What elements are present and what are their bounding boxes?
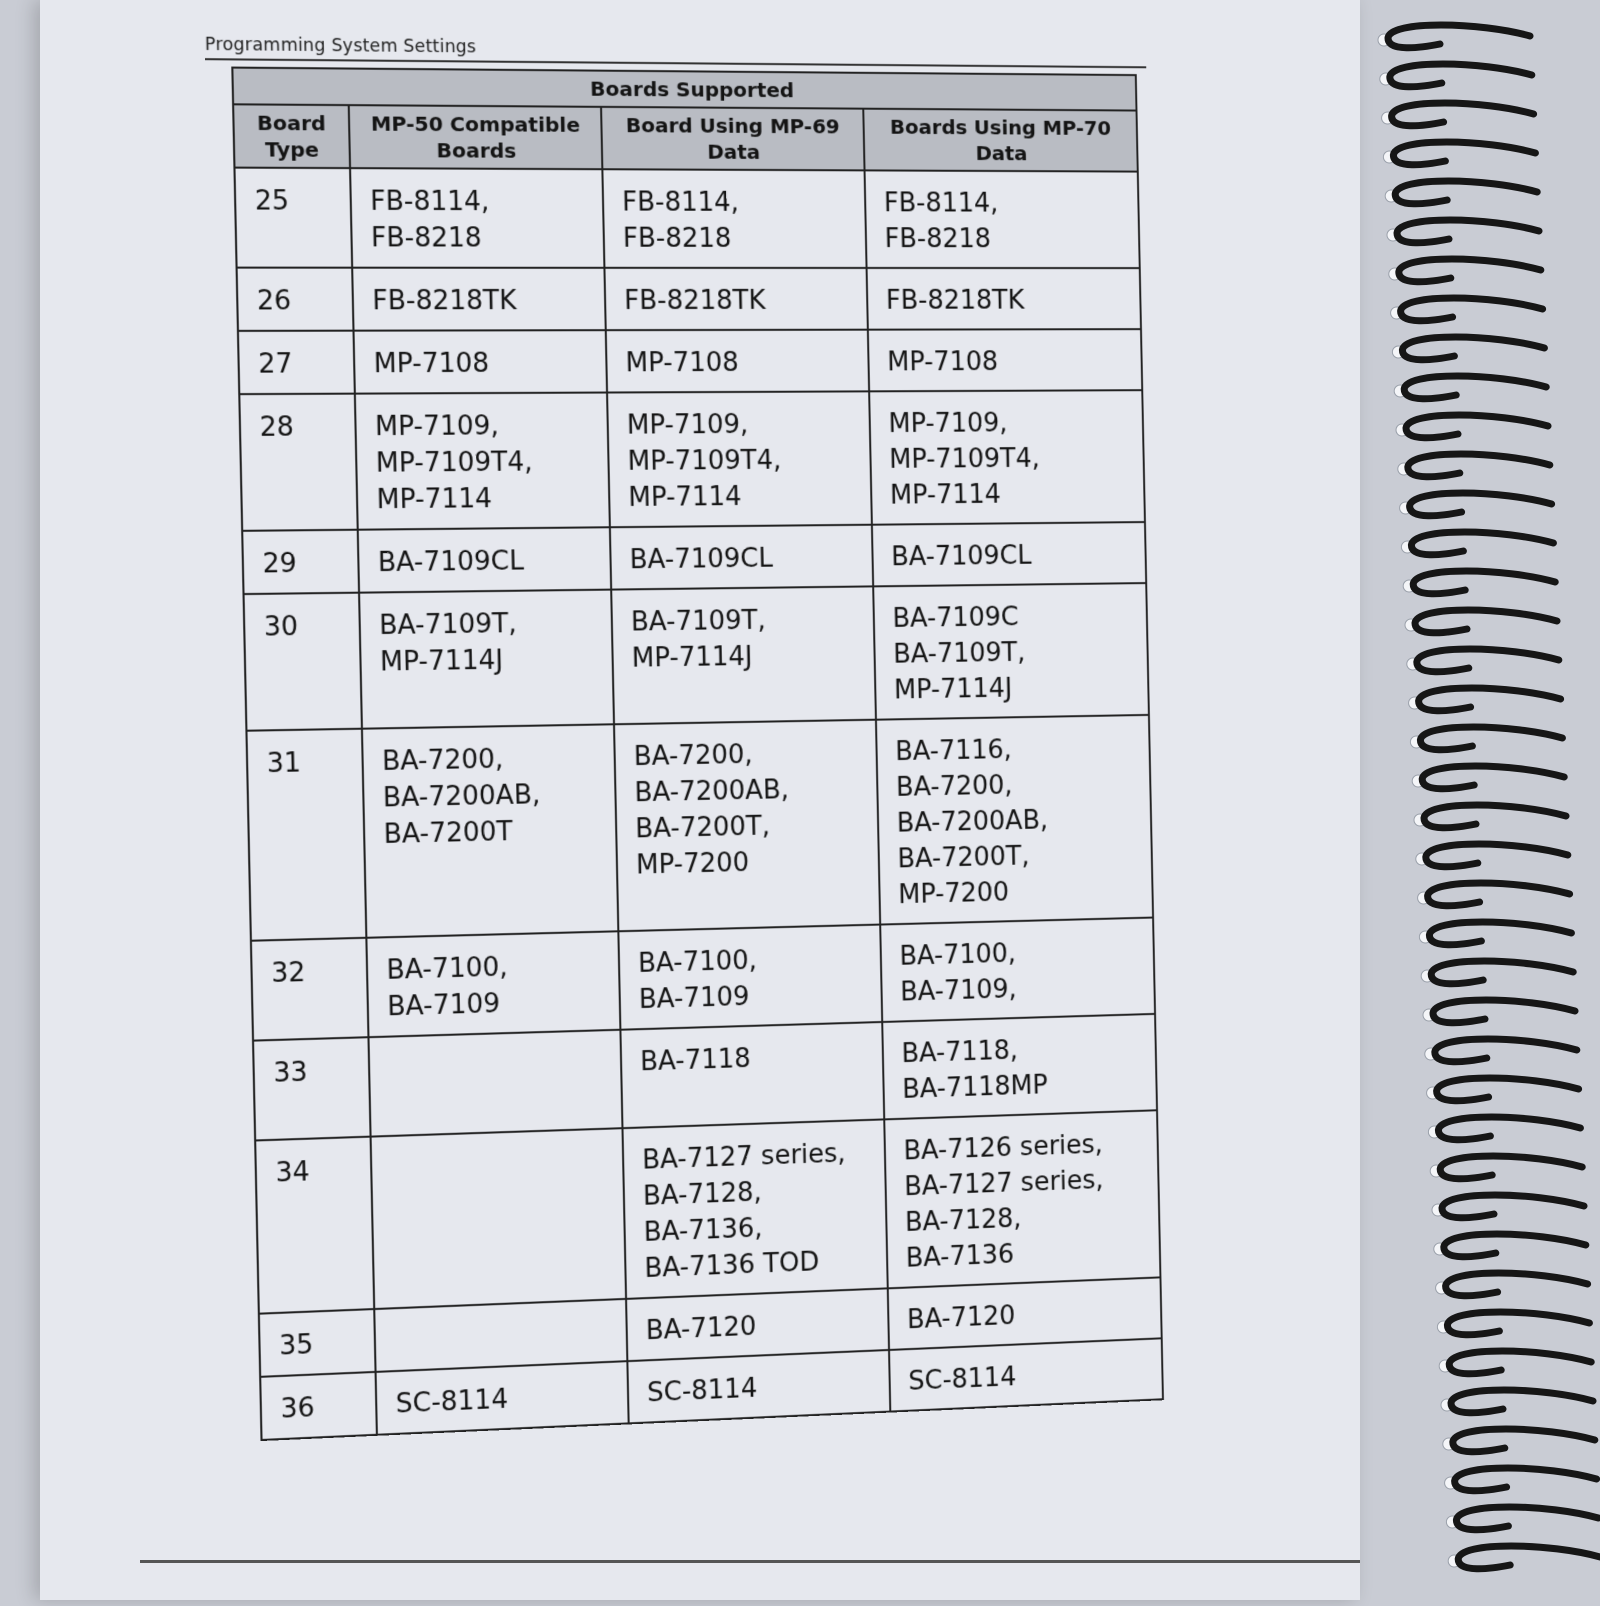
- spiral-binding: [1360, 0, 1600, 1600]
- board-model: FB-8218TK: [623, 285, 766, 317]
- spiral-coil: [1438, 1117, 1580, 1140]
- board-model: BA-7100,: [386, 952, 509, 986]
- board-type-cell: 25: [234, 168, 352, 268]
- col-header-mp70: Boards Using MP-70 Data: [863, 109, 1137, 172]
- board-model: BA-7128,: [642, 1177, 763, 1212]
- board-model: BA-7109C: [892, 602, 1019, 634]
- board-model: SC-8114: [395, 1384, 509, 1420]
- mp69-cell: [602, 169, 866, 268]
- mp70-cell: [889, 1338, 1163, 1411]
- table-row: [246, 715, 1153, 941]
- board-model: FB-8114,: [883, 188, 999, 219]
- board-model: MP-7109T4,: [627, 445, 782, 477]
- board-model: MP-7200: [897, 877, 1010, 911]
- board-type-cell: 29: [242, 530, 359, 594]
- board-model: BA-7109CL: [890, 540, 1032, 573]
- spiral-coil: [1433, 1000, 1575, 1023]
- spiral-coil: [1390, 64, 1532, 87]
- group-header: Boards Supported: [232, 68, 1136, 111]
- spiral-coil: [1413, 571, 1555, 594]
- mp50-cell: [350, 168, 604, 268]
- spiral-coil: [1449, 1351, 1591, 1374]
- mp50-cell: [355, 393, 610, 530]
- board-model: BA-7109: [638, 981, 750, 1016]
- board-model: BA-7200T: [383, 816, 513, 851]
- table-row: [239, 390, 1145, 531]
- spiral-coil: [1453, 1429, 1595, 1452]
- board-model: BA-7109CL: [377, 546, 525, 579]
- col-header-board-type: Board Type: [233, 104, 350, 168]
- spiral-coil: [1440, 1156, 1582, 1179]
- spiral-coil: [1395, 181, 1537, 204]
- mp50-cell: [368, 1030, 622, 1137]
- board-model: MP-7109,: [888, 408, 1008, 440]
- spiral-coil: [1426, 844, 1568, 867]
- spiral-coil: [1393, 142, 1535, 165]
- spiral-coil: [1435, 1039, 1577, 1062]
- board-model: FB-8218: [370, 223, 483, 254]
- running-head: Programming System Settings: [205, 35, 1147, 69]
- board-model: FB-8218: [622, 223, 732, 254]
- spiral-coil: [1417, 649, 1559, 672]
- mp70-cell: [884, 1110, 1160, 1288]
- board-model: FB-8218TK: [372, 285, 517, 317]
- col-header-mp69: Board Using MP-69 Data: [601, 107, 864, 171]
- board-model: BA-7109,: [900, 974, 1018, 1008]
- table-row: [242, 522, 1146, 594]
- board-model: FB-8114,: [621, 187, 740, 218]
- board-model: MP-7114: [628, 481, 742, 514]
- board-type-cell: 30: [244, 593, 362, 731]
- mp70-cell: [882, 1014, 1157, 1119]
- board-model: BA-7200AB,: [896, 805, 1049, 839]
- spiral-coil: [1447, 1312, 1589, 1335]
- board-type-cell: 32: [251, 938, 369, 1041]
- mp69-cell: [620, 1022, 884, 1128]
- board-model: MP-7108: [373, 348, 490, 380]
- table-row: [237, 268, 1141, 331]
- spiral-coils: [1378, 25, 1600, 1569]
- board-type-cell: 28: [239, 394, 357, 531]
- spiral-coil: [1437, 1078, 1579, 1101]
- board-type-cell: 26: [237, 268, 354, 331]
- spiral-coil: [1446, 1273, 1588, 1296]
- mp69-cell: [610, 525, 873, 590]
- board-model: BA-7118,: [901, 1035, 1019, 1070]
- board-model: MP-7108: [625, 347, 740, 379]
- spiral-coil: [1388, 25, 1530, 48]
- board-model: BA-7109T,: [893, 637, 1026, 670]
- mp69-cell: [626, 1288, 889, 1361]
- board-model: BA-7200AB,: [634, 775, 790, 809]
- board-model: BA-7128,: [904, 1203, 1022, 1238]
- board-model: MP-7114J: [893, 673, 1013, 706]
- mp69-cell: [606, 330, 869, 393]
- spiral-coil: [1397, 220, 1539, 243]
- spiral-coil: [1410, 493, 1552, 516]
- mp69-cell: [614, 720, 880, 932]
- board-model: BA-7127 series,: [904, 1165, 1104, 1203]
- page-bottom-rule: [140, 1560, 1360, 1563]
- spiral-coil: [1411, 532, 1553, 555]
- manual-page: [40, 0, 1360, 1600]
- board-model: MP-7114: [376, 483, 493, 516]
- table-body: [234, 168, 1162, 1440]
- board-model: BA-7126 series,: [903, 1129, 1104, 1167]
- mp70-cell: [880, 918, 1155, 1022]
- board-model: BA-7200T,: [897, 841, 1030, 875]
- mp50-cell: [374, 1299, 627, 1372]
- board-model: BA-7120: [645, 1311, 757, 1347]
- board-type-cell: 33: [253, 1037, 371, 1140]
- board-model: BA-7200T,: [635, 811, 771, 845]
- table-row: [238, 329, 1142, 394]
- board-type-cell: 27: [238, 331, 355, 394]
- board-model: BA-7200,: [895, 770, 1013, 803]
- mp70-cell: [867, 268, 1141, 330]
- board-model: BA-7109T,: [378, 608, 517, 642]
- board-model: MP-7109T4,: [375, 447, 533, 479]
- board-model: BA-7200,: [381, 744, 504, 778]
- board-model: SC-8114: [646, 1373, 758, 1409]
- spiral-coil: [1402, 337, 1544, 360]
- board-type-cell: 36: [260, 1372, 377, 1440]
- board-model: BA-7200,: [633, 739, 754, 773]
- mp50-cell: [362, 724, 618, 937]
- mp50-cell: [371, 1128, 626, 1309]
- board-type-cell: 35: [259, 1309, 376, 1377]
- board-model: BA-7200AB,: [382, 780, 541, 814]
- board-model: BA-7100,: [637, 945, 758, 979]
- spiral-coil: [1408, 454, 1550, 477]
- mp70-cell: [865, 170, 1140, 268]
- spiral-coil: [1455, 1468, 1597, 1491]
- spiral-coil: [1451, 1390, 1593, 1413]
- mp70-cell: [869, 390, 1145, 525]
- spiral-coil: [1399, 259, 1541, 282]
- mp69-cell: [611, 586, 876, 724]
- boards-supported-table: [231, 67, 1164, 1442]
- mp69-cell: [622, 1119, 887, 1298]
- spiral-coil: [1456, 1507, 1598, 1530]
- board-model: MP-7108: [886, 347, 999, 378]
- board-type-cell: 34: [255, 1137, 374, 1314]
- board-model: BA-7109T,: [630, 605, 767, 638]
- spiral-coil: [1429, 922, 1571, 945]
- board-model: MP-7114J: [631, 641, 753, 674]
- mp50-cell: [358, 527, 611, 592]
- board-model: SC-8114: [908, 1362, 1017, 1397]
- spiral-coil: [1428, 883, 1570, 906]
- mp50-cell: [354, 330, 608, 393]
- spiral-coil: [1401, 298, 1543, 321]
- table-row: [244, 583, 1149, 731]
- spiral-coil: [1392, 103, 1534, 126]
- board-model: BA-7127 series,: [641, 1138, 846, 1176]
- spiral-coil: [1444, 1234, 1586, 1257]
- table-row: [234, 168, 1139, 268]
- spiral-coil: [1422, 766, 1564, 789]
- spiral-coil: [1431, 961, 1573, 984]
- board-model: MP-7109,: [626, 409, 749, 441]
- spiral-coil: [1406, 415, 1548, 438]
- mp50-cell: [352, 268, 606, 331]
- board-type-cell: 31: [246, 729, 366, 941]
- spiral-coil: [1442, 1195, 1584, 1218]
- board-model: BA-7118MP: [902, 1070, 1049, 1105]
- mp70-cell: [876, 715, 1153, 925]
- spiral-coil: [1420, 727, 1562, 750]
- mp69-cell: [607, 391, 872, 527]
- mp50-cell: [376, 1361, 629, 1435]
- board-model: MP-7109,: [374, 411, 500, 443]
- mp70-cell: [868, 329, 1142, 391]
- board-model: MP-7114: [889, 479, 1002, 511]
- col-header-mp50: MP-50 Compatible Boards: [349, 105, 603, 169]
- board-model: BA-7116,: [895, 735, 1013, 768]
- board-model: MP-7114J: [379, 645, 504, 678]
- board-model: BA-7100,: [899, 938, 1017, 972]
- board-model: BA-7120: [906, 1301, 1016, 1336]
- mp70-cell: [872, 522, 1146, 586]
- mp69-cell: [618, 925, 882, 1030]
- mp50-cell: [366, 931, 620, 1037]
- board-model: BA-7136: [905, 1239, 1015, 1274]
- mp70-cell: [873, 583, 1149, 720]
- board-model: BA-7136,: [643, 1213, 763, 1248]
- page-content: [205, 35, 1263, 1606]
- spiral-coil: [1458, 1546, 1600, 1569]
- spiral-coil: [1419, 688, 1561, 711]
- spiral-coil: [1415, 610, 1557, 633]
- board-model: MP-7200: [635, 847, 750, 881]
- mp50-cell: [359, 590, 614, 729]
- mp69-cell: [627, 1350, 890, 1423]
- spiral-coil: [1424, 805, 1566, 828]
- board-model: FB-8114,: [369, 186, 490, 218]
- board-model: FB-8218: [884, 224, 992, 255]
- board-model: BA-7109: [387, 988, 501, 1023]
- spiral-coil: [1404, 376, 1546, 399]
- board-model: BA-7109CL: [629, 543, 774, 576]
- board-model: BA-7136 TOD: [644, 1247, 820, 1285]
- mp69-cell: [604, 268, 867, 330]
- board-model: BA-7118: [639, 1043, 752, 1078]
- board-model: MP-7109T4,: [888, 443, 1041, 475]
- board-model: FB-8218TK: [885, 285, 1025, 316]
